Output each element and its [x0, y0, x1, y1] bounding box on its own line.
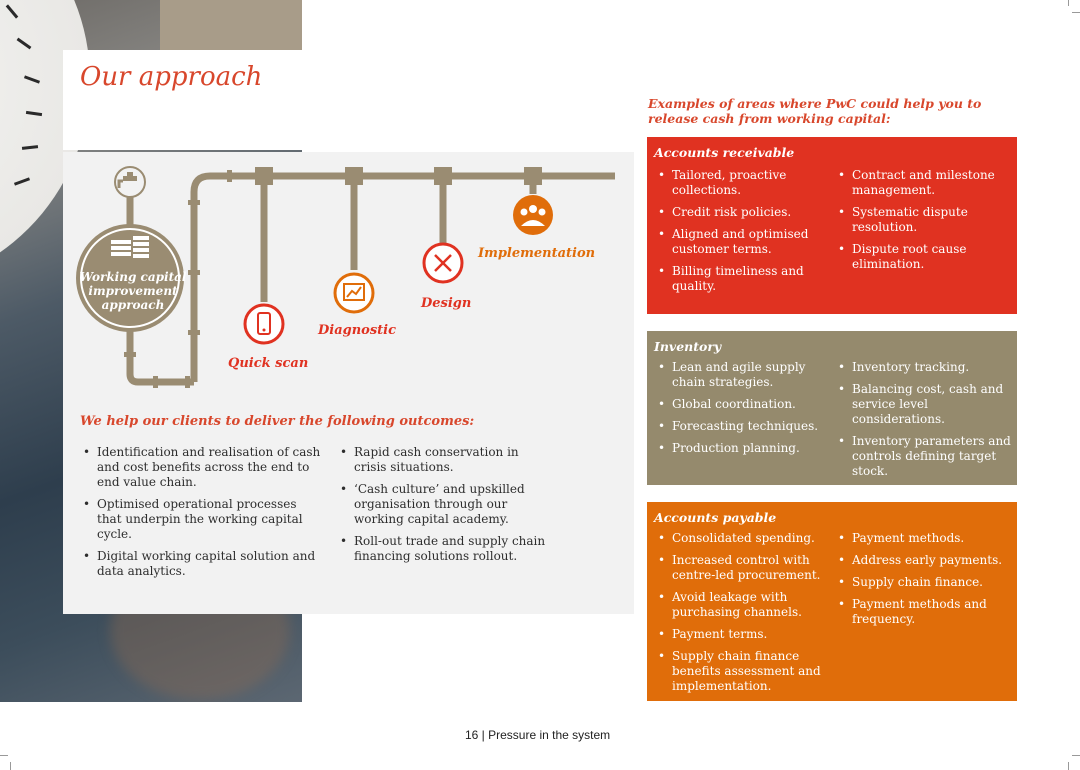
- accounts-payable-box: [647, 502, 1017, 701]
- box-list-left: [654, 360, 829, 463]
- list-item: • Payment methods and frequency.: [834, 597, 1014, 627]
- team-people-icon: [513, 195, 553, 235]
- list-item: • Digital working capital solution and data analytics.: [79, 549, 324, 579]
- list-item: • Consolidated spending.: [654, 531, 829, 546]
- list-item: • Rapid cash conservation in crisis situations.: [336, 445, 551, 475]
- list-item: • Lean and agile supply chain strategies.: [654, 360, 829, 390]
- list-item: • Payment terms.: [654, 627, 829, 642]
- list-item: • Balancing cost, cash and service level considerations.: [834, 382, 1014, 427]
- crop-mark: [1072, 12, 1080, 13]
- stage-implementation: Implementation: [478, 246, 596, 261]
- list-item: • Supply chain finance.: [834, 575, 1014, 590]
- page-footer: 16 | Pressure in the system: [465, 728, 611, 742]
- list-item: • Address early payments.: [834, 553, 1014, 568]
- list-item: • Identification and realisation of cash and cost benefits across the end to end value chain.: [79, 445, 324, 490]
- list-item: • Billing timeliness and quality.: [654, 264, 829, 294]
- crop-mark: [1068, 0, 1069, 6]
- list-item: • Roll-out trade and supply chain financing solutions rollout.: [336, 534, 551, 564]
- center-label: Working capital improvement approach: [79, 270, 187, 312]
- list-item: • Systematic dispute resolution.: [834, 205, 1014, 235]
- box-title: Accounts receivable: [654, 145, 795, 160]
- list-item: • Increased control with centre-led procurement.: [654, 553, 829, 583]
- list-item: • Payment methods.: [834, 531, 1014, 546]
- list-item: • Avoid leakage with purchasing channels.: [654, 590, 829, 620]
- list-item: • Production planning.: [654, 441, 829, 456]
- outcomes-title: We help our clients to deliver the following outcomes:: [80, 414, 475, 429]
- crop-mark: [10, 762, 11, 770]
- tap-faucet-icon: [115, 167, 145, 197]
- box-list-right: [834, 168, 1014, 279]
- box-title: Accounts payable: [654, 510, 777, 525]
- tools-icon: [424, 244, 462, 282]
- list-item: • ‘Cash culture’ and upskilled organisation through our working capital academy.: [336, 482, 551, 527]
- list-item: • Supply chain finance benefits assessment and implementation.: [654, 649, 829, 694]
- list-item: • Inventory tracking.: [834, 360, 1014, 375]
- page-title: Our approach: [80, 62, 263, 92]
- photo-beam: [160, 0, 302, 50]
- stage-quick-scan: Quick scan: [228, 356, 309, 371]
- list-item: • Inventory parameters and controls defining target stock.: [834, 434, 1014, 479]
- stage-design: Design: [421, 296, 472, 311]
- accounts-receivable-box: [647, 137, 1017, 314]
- list-item: • Tailored, proactive collections.: [654, 168, 829, 198]
- stage-diagnostic: Diagnostic: [318, 323, 397, 338]
- mobile-phone-icon: [245, 305, 283, 343]
- box-list-left: [654, 531, 829, 701]
- outcomes-list-right: [336, 445, 551, 571]
- box-title: Inventory: [654, 339, 722, 354]
- crop-mark: [0, 755, 8, 756]
- examples-title: Examples of areas where PwC could help you to release cash from working capital:: [648, 96, 982, 126]
- box-list-right: [834, 360, 1014, 486]
- inventory-box: [647, 331, 1017, 485]
- box-list-right: [834, 531, 1014, 634]
- list-item: • Dispute root cause elimination.: [834, 242, 1014, 272]
- report-chart-icon: [335, 274, 373, 312]
- list-item: • Optimised operational processes that underpin the working capital cycle.: [79, 497, 324, 542]
- crop-mark: [1072, 755, 1080, 756]
- outcomes-list-left: [79, 445, 324, 586]
- list-item: • Aligned and optimised customer terms.: [654, 227, 829, 257]
- list-item: • Global coordination.: [654, 397, 829, 412]
- list-item: • Forecasting techniques.: [654, 419, 829, 434]
- list-item: • Contract and milestone management.: [834, 168, 1014, 198]
- crop-mark: [1068, 762, 1069, 770]
- list-item: • Credit risk policies.: [654, 205, 829, 220]
- box-list-left: [654, 168, 829, 301]
